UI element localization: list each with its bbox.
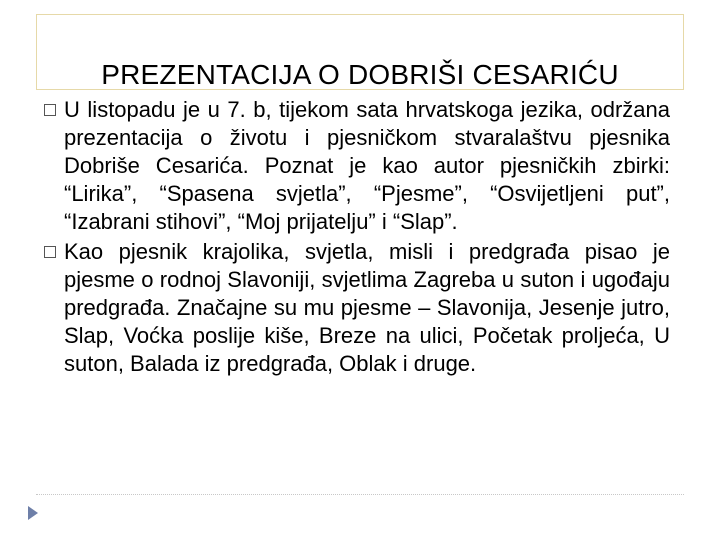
bottom-divider <box>36 494 684 495</box>
bullet-list <box>44 96 670 378</box>
bullet-item <box>44 96 670 236</box>
bullet-text: U listopadu je u 7. b, tijekom sata hrvatskoga jezika, održana prezentacija o životu i pjesničkom stvaralaštvu pjesnika Dobriše Cesarića. Poznat je kao autor pjesničkih zbirki: “Lirika”, “Spasena svjetla”, “Pjesme”, “Osvijetljeni put”, “Izabrani stihovi”, “Moj prijatelju” i “Slap”. <box>64 97 670 234</box>
bullet-text: Kao pjesnik krajolika, svjetla, misli i predgrađa pisao je pjesme o rodnoj Slavoniji, svjetlima Zagreba u suton i ugođaju predgrađa. Značajne su mu pjesme – Slavonija, Jesenje jutro, Slap, Voćka poslije kiše, Breze na ulici, Početak proljeća, U suton, Balada iz predgrađa, Oblak i druge. <box>64 239 670 376</box>
next-slide-arrow-icon[interactable] <box>28 506 38 520</box>
slide-title: PREZENTACIJA O DOBRIŠI CESARIĆU <box>101 59 619 90</box>
checkbox-bullet-icon <box>44 104 56 116</box>
title-frame <box>36 14 684 90</box>
checkbox-bullet-icon <box>44 246 56 258</box>
bullet-item <box>44 238 670 378</box>
